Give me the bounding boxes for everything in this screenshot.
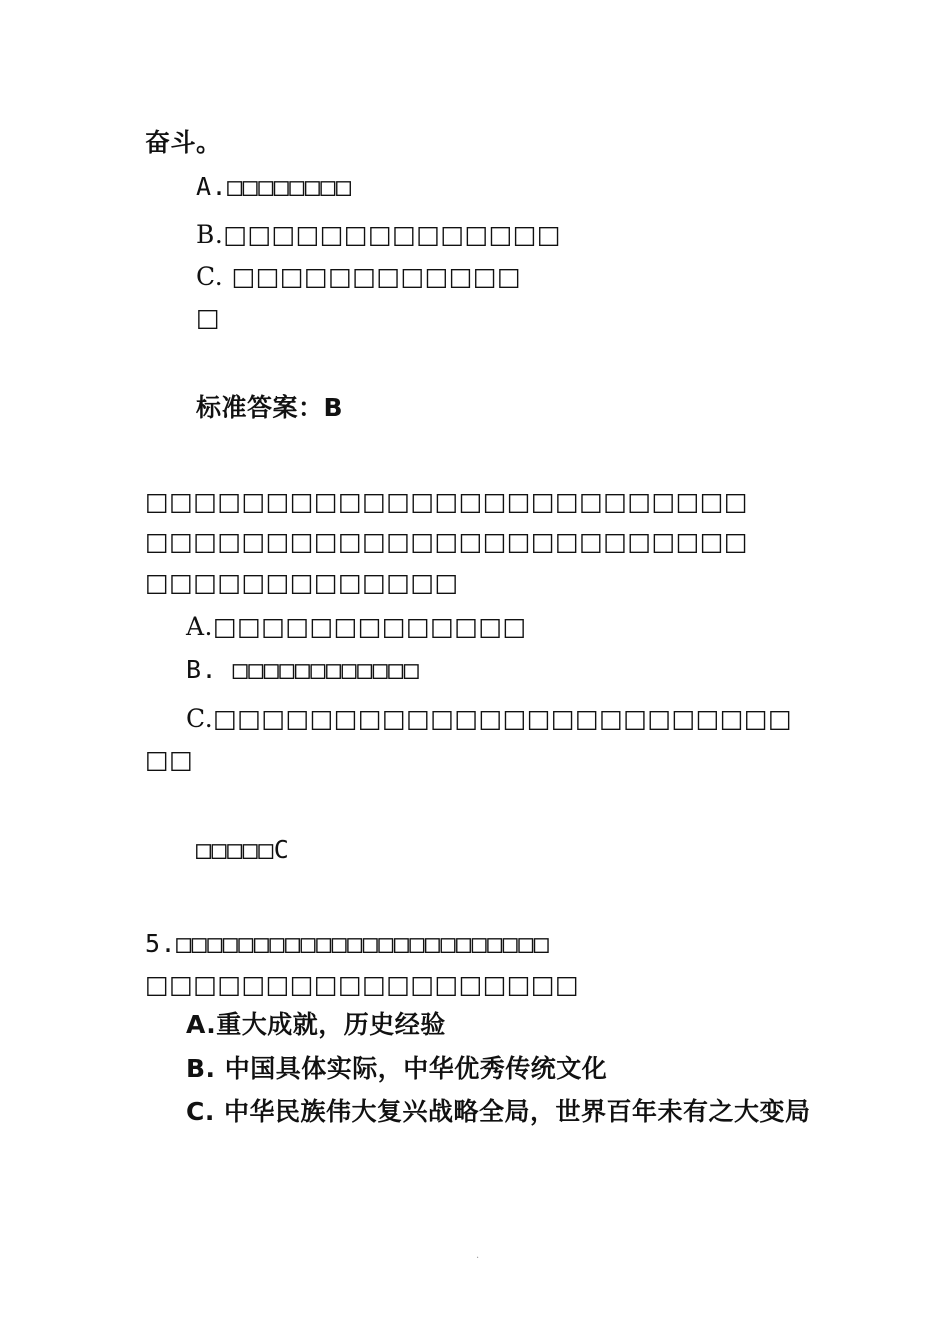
q5-stem-line-2: □□□□□□□□□□□□□□□□□□: [145, 970, 580, 999]
footer-mark: .: [476, 1250, 480, 1261]
q4-answer: □□□□□C: [196, 835, 290, 864]
q4-stem-line-2: □□□□□□□□□□□□□□□□□□□□□□□□□: [145, 527, 749, 556]
q3-option-c-continuation: □: [196, 303, 221, 332]
q3-stem-tail: 奋斗。: [145, 128, 222, 157]
q4-option-b[interactable]: B. □□□□□□□□□□□□: [186, 655, 420, 684]
q4-option-a[interactable]: A.□□□□□□□□□□□□□: [186, 612, 527, 641]
q3-option-c[interactable]: C. □□□□□□□□□□□□: [196, 262, 522, 291]
q5-option-a[interactable]: A.重大成就，历史经验: [186, 1010, 446, 1039]
q5-stem-line-1: 5.□□□□□□□□□□□□□□□□□□□□□□□□: [145, 929, 550, 958]
q4-option-c-continuation: □□: [145, 745, 194, 774]
q3-answer: 标准答案：B: [196, 393, 344, 422]
q4-stem-line-3: □□□□□□□□□□□□□: [145, 568, 459, 597]
q5-option-c[interactable]: C. 中华民族伟大复兴战略全局，世界百年未有之大变局: [186, 1097, 811, 1126]
q4-stem-line-1: □□□□□□□□□□□□□□□□□□□□□□□□□: [145, 487, 749, 516]
q3-option-a[interactable]: A.□□□□□□□□: [196, 172, 352, 201]
q5-option-b[interactable]: B. 中国具体实际，中华优秀传统文化: [186, 1054, 608, 1083]
q4-option-c[interactable]: C.□□□□□□□□□□□□□□□□□□□□□□□□: [186, 704, 793, 733]
q3-option-b[interactable]: B.□□□□□□□□□□□□□□: [196, 220, 562, 249]
